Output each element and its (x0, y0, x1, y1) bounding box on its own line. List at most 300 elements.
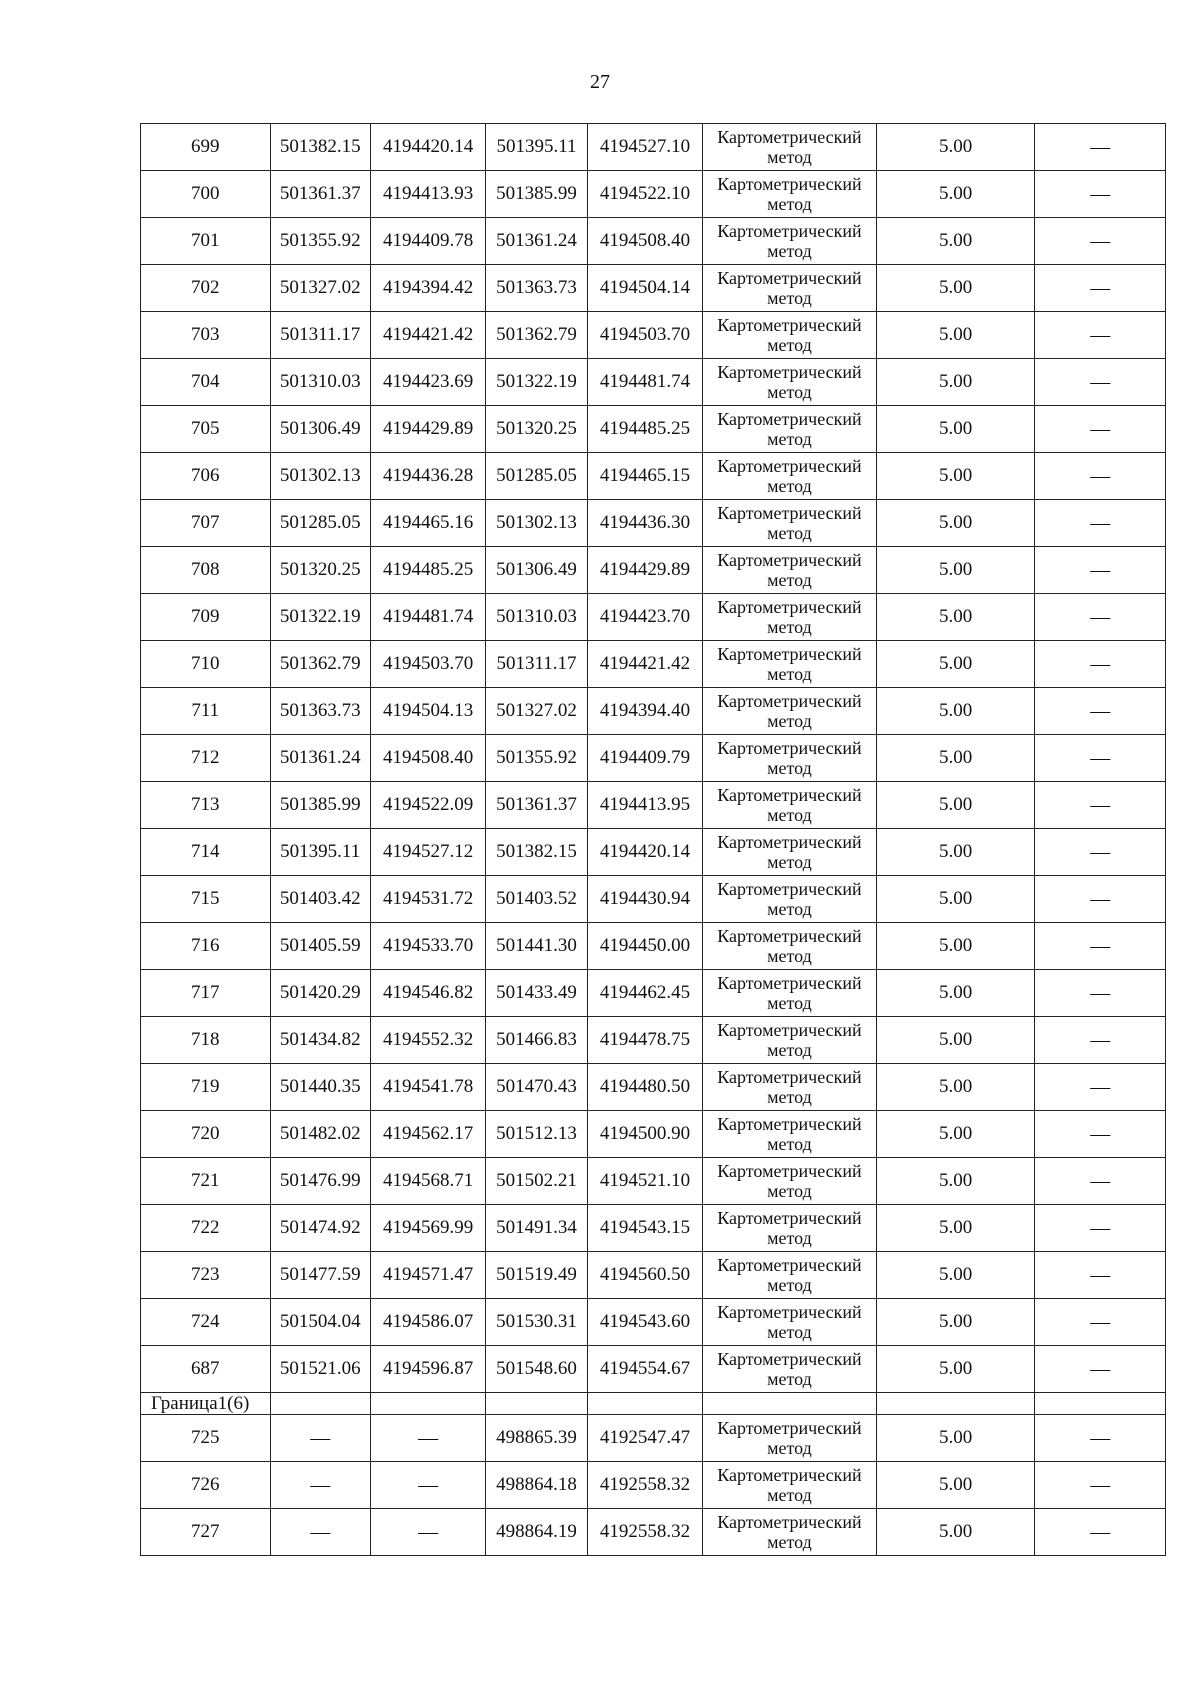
point-number-cell: 714 (141, 829, 271, 876)
x-new-cell: 501311.17 (486, 641, 587, 688)
y-new-cell: 4192558.32 (587, 1462, 702, 1509)
point-number-cell: 727 (141, 1509, 271, 1556)
method-cell (703, 923, 877, 970)
method-line-1: Картометрический (717, 1465, 862, 1485)
method-line-2: метод (767, 1532, 812, 1552)
y-new-cell: 4194508.40 (587, 218, 702, 265)
point-number-cell: 725 (141, 1415, 271, 1462)
method-line-1: Картометрический (717, 550, 862, 570)
method-line-1: Картометрический (717, 1255, 862, 1275)
note-cell: — (1035, 500, 1166, 547)
method-cell (703, 171, 877, 218)
x-new-cell: 498864.18 (486, 1462, 587, 1509)
note-cell: — (1035, 970, 1166, 1017)
y-new-cell: 4194436.30 (587, 500, 702, 547)
note-cell: — (1035, 1462, 1166, 1509)
method-line-1: Картометрический (717, 1302, 862, 1322)
y-old-cell: 4194552.32 (370, 1017, 485, 1064)
method-cell (703, 500, 877, 547)
method-cell (703, 1509, 877, 1556)
method-line-1: Картометрический (717, 1161, 862, 1181)
x-new-cell: 501502.21 (486, 1158, 587, 1205)
method-cell (703, 1064, 877, 1111)
note-cell: — (1035, 359, 1166, 406)
table-row (141, 218, 1166, 265)
method-line-2: метод (767, 1438, 812, 1458)
x-new-cell: 501361.37 (486, 782, 587, 829)
note-cell: — (1035, 406, 1166, 453)
y-new-cell: 4194543.15 (587, 1205, 702, 1252)
note-cell: — (1035, 688, 1166, 735)
table-row (141, 1509, 1166, 1556)
y-new-cell: 4194421.42 (587, 641, 702, 688)
x-new-cell: 501322.19 (486, 359, 587, 406)
x-old-cell: 501420.29 (270, 970, 370, 1017)
point-number-cell: 722 (141, 1205, 271, 1252)
point-number-cell: 699 (141, 124, 271, 171)
accuracy-cell: 5.00 (876, 124, 1035, 171)
y-old-cell: 4194481.74 (370, 594, 485, 641)
method-line-2: метод (767, 1134, 812, 1154)
table-row (141, 829, 1166, 876)
accuracy-cell: 5.00 (876, 1252, 1035, 1299)
method-line-1: Картометрический (717, 221, 862, 241)
method-line-2: метод (767, 993, 812, 1013)
point-number-cell: 726 (141, 1462, 271, 1509)
method-line-2: метод (767, 1181, 812, 1201)
y-new-cell: 4194423.70 (587, 594, 702, 641)
method-line-2: метод (767, 1485, 812, 1505)
y-old-cell: — (370, 1462, 485, 1509)
section-label: Граница1(6) (141, 1393, 271, 1415)
x-new-cell: 501491.34 (486, 1205, 587, 1252)
table-row (141, 124, 1166, 171)
note-cell: — (1035, 876, 1166, 923)
table-row (141, 453, 1166, 500)
note-cell: — (1035, 735, 1166, 782)
accuracy-cell: 5.00 (876, 1415, 1035, 1462)
method-line-1: Картометрический (717, 174, 862, 194)
method-cell (703, 829, 877, 876)
method-line-1: Картометрический (717, 832, 862, 852)
accuracy-cell: 5.00 (876, 876, 1035, 923)
accuracy-cell: 5.00 (876, 406, 1035, 453)
note-cell: — (1035, 1346, 1166, 1393)
table-row (141, 641, 1166, 688)
note-cell: — (1035, 1205, 1166, 1252)
method-line-2: метод (767, 1369, 812, 1389)
table-row (141, 1205, 1166, 1252)
table-row (141, 312, 1166, 359)
y-new-cell: 4194462.45 (587, 970, 702, 1017)
point-number-cell: 703 (141, 312, 271, 359)
note-cell: — (1035, 1415, 1166, 1462)
point-number-cell: 709 (141, 594, 271, 641)
x-new-cell: 501403.52 (486, 876, 587, 923)
y-old-cell: 4194533.70 (370, 923, 485, 970)
table-row (141, 171, 1166, 218)
x-old-cell: 501310.03 (270, 359, 370, 406)
point-number-cell: 717 (141, 970, 271, 1017)
coordinates-table (140, 123, 1166, 1556)
accuracy-cell: 5.00 (876, 1205, 1035, 1252)
y-old-cell: — (370, 1509, 485, 1556)
method-cell (703, 1462, 877, 1509)
table-row (141, 1346, 1166, 1393)
y-new-cell: 4194450.00 (587, 923, 702, 970)
method-line-2: метод (767, 852, 812, 872)
y-new-cell: 4194420.14 (587, 829, 702, 876)
y-old-cell: 4194413.93 (370, 171, 485, 218)
x-old-cell: 501474.92 (270, 1205, 370, 1252)
note-cell: — (1035, 312, 1166, 359)
table-row (141, 265, 1166, 312)
table-row (141, 1252, 1166, 1299)
method-cell (703, 782, 877, 829)
y-new-cell: 4194554.67 (587, 1346, 702, 1393)
table-row (141, 406, 1166, 453)
method-cell (703, 359, 877, 406)
x-old-cell: 501361.37 (270, 171, 370, 218)
x-new-cell: 501470.43 (486, 1064, 587, 1111)
method-line-2: метод (767, 946, 812, 966)
x-old-cell: 501434.82 (270, 1017, 370, 1064)
table-row (141, 688, 1166, 735)
y-new-cell: 4194394.40 (587, 688, 702, 735)
x-old-cell: — (270, 1462, 370, 1509)
x-new-cell: 501382.15 (486, 829, 587, 876)
point-number-cell: 708 (141, 547, 271, 594)
method-cell (703, 547, 877, 594)
y-new-cell: 4194560.50 (587, 1252, 702, 1299)
x-new-cell: 501327.02 (486, 688, 587, 735)
accuracy-cell: 5.00 (876, 1064, 1035, 1111)
x-old-cell: 501306.49 (270, 406, 370, 453)
y-old-cell: 4194571.47 (370, 1252, 485, 1299)
method-line-1: Картометрический (717, 1067, 862, 1087)
method-cell (703, 641, 877, 688)
method-cell (703, 688, 877, 735)
method-cell (703, 970, 877, 1017)
x-new-cell: 501320.25 (486, 406, 587, 453)
x-old-cell: 501521.06 (270, 1346, 370, 1393)
y-old-cell: 4194504.13 (370, 688, 485, 735)
method-cell (703, 124, 877, 171)
y-old-cell: 4194546.82 (370, 970, 485, 1017)
method-cell (703, 453, 877, 500)
accuracy-cell: 5.00 (876, 735, 1035, 782)
method-cell (703, 1158, 877, 1205)
point-number-cell: 712 (141, 735, 271, 782)
y-new-cell: 4192558.32 (587, 1509, 702, 1556)
accuracy-cell: 5.00 (876, 500, 1035, 547)
note-cell: — (1035, 641, 1166, 688)
empty-cell (1035, 1393, 1166, 1415)
x-new-cell: 501385.99 (486, 171, 587, 218)
table-row (141, 970, 1166, 1017)
x-new-cell: 501519.49 (486, 1252, 587, 1299)
x-old-cell: 501395.11 (270, 829, 370, 876)
method-line-1: Картометрический (717, 1349, 862, 1369)
note-cell: — (1035, 218, 1166, 265)
note-cell: — (1035, 1017, 1166, 1064)
method-cell (703, 1299, 877, 1346)
method-line-2: метод (767, 1228, 812, 1248)
point-number-cell: 721 (141, 1158, 271, 1205)
table-row (141, 782, 1166, 829)
point-number-cell: 720 (141, 1111, 271, 1158)
method-cell (703, 1415, 877, 1462)
note-cell: — (1035, 453, 1166, 500)
y-new-cell: 4194521.10 (587, 1158, 702, 1205)
y-new-cell: 4194543.60 (587, 1299, 702, 1346)
y-old-cell: 4194508.40 (370, 735, 485, 782)
table-row (141, 359, 1166, 406)
x-new-cell: 501548.60 (486, 1346, 587, 1393)
y-old-cell: 4194562.17 (370, 1111, 485, 1158)
method-line-1: Картометрический (717, 973, 862, 993)
point-number-cell: 718 (141, 1017, 271, 1064)
y-old-cell: 4194569.99 (370, 1205, 485, 1252)
x-old-cell: 501477.59 (270, 1252, 370, 1299)
point-number-cell: 711 (141, 688, 271, 735)
y-old-cell: 4194568.71 (370, 1158, 485, 1205)
method-line-2: метод (767, 147, 812, 167)
method-line-1: Картометрический (717, 1208, 862, 1228)
method-cell (703, 735, 877, 782)
empty-cell (486, 1393, 587, 1415)
y-old-cell: 4194541.78 (370, 1064, 485, 1111)
accuracy-cell: 5.00 (876, 1158, 1035, 1205)
y-old-cell: 4194596.87 (370, 1346, 485, 1393)
x-old-cell: 501476.99 (270, 1158, 370, 1205)
x-new-cell: 501441.30 (486, 923, 587, 970)
y-new-cell: 4194485.25 (587, 406, 702, 453)
method-line-2: метод (767, 335, 812, 355)
table-row (141, 547, 1166, 594)
note-cell: — (1035, 923, 1166, 970)
note-cell: — (1035, 1111, 1166, 1158)
x-new-cell: 501466.83 (486, 1017, 587, 1064)
point-number-cell: 715 (141, 876, 271, 923)
y-old-cell: 4194429.89 (370, 406, 485, 453)
method-line-2: метод (767, 1040, 812, 1060)
point-number-cell: 713 (141, 782, 271, 829)
table-row (141, 1158, 1166, 1205)
method-cell (703, 312, 877, 359)
y-new-cell: 4194465.15 (587, 453, 702, 500)
y-old-cell: 4194586.07 (370, 1299, 485, 1346)
empty-cell (876, 1393, 1035, 1415)
y-old-cell: 4194465.16 (370, 500, 485, 547)
point-number-cell: 704 (141, 359, 271, 406)
y-new-cell: 4194413.95 (587, 782, 702, 829)
point-number-cell: 706 (141, 453, 271, 500)
point-number-cell: 707 (141, 500, 271, 547)
x-old-cell: 501382.15 (270, 124, 370, 171)
y-new-cell: 4194478.75 (587, 1017, 702, 1064)
accuracy-cell: 5.00 (876, 641, 1035, 688)
y-old-cell: 4194527.12 (370, 829, 485, 876)
note-cell: — (1035, 1064, 1166, 1111)
table-row (141, 876, 1166, 923)
y-new-cell: 4194522.10 (587, 171, 702, 218)
table-row (141, 594, 1166, 641)
method-line-1: Картометрический (717, 691, 862, 711)
y-old-cell: — (370, 1415, 485, 1462)
empty-cell (270, 1393, 370, 1415)
accuracy-cell: 5.00 (876, 1346, 1035, 1393)
x-old-cell: 501403.42 (270, 876, 370, 923)
method-line-2: метод (767, 523, 812, 543)
x-new-cell: 501395.11 (486, 124, 587, 171)
method-line-1: Картометрический (717, 879, 862, 899)
method-line-2: метод (767, 429, 812, 449)
method-cell (703, 876, 877, 923)
method-line-1: Картометрический (717, 315, 862, 335)
table-row (141, 923, 1166, 970)
y-new-cell: 4194500.90 (587, 1111, 702, 1158)
x-new-cell: 501361.24 (486, 218, 587, 265)
y-old-cell: 4194423.69 (370, 359, 485, 406)
x-new-cell: 501530.31 (486, 1299, 587, 1346)
y-new-cell: 4192547.47 (587, 1415, 702, 1462)
x-old-cell: 501320.25 (270, 547, 370, 594)
point-number-cell: 723 (141, 1252, 271, 1299)
empty-cell (370, 1393, 485, 1415)
x-old-cell: 501504.04 (270, 1299, 370, 1346)
y-old-cell: 4194485.25 (370, 547, 485, 594)
y-new-cell: 4194429.89 (587, 547, 702, 594)
empty-cell (703, 1393, 877, 1415)
y-old-cell: 4194409.78 (370, 218, 485, 265)
method-line-2: метод (767, 241, 812, 261)
method-line-2: метод (767, 570, 812, 590)
method-line-1: Картометрический (717, 456, 862, 476)
accuracy-cell: 5.00 (876, 1299, 1035, 1346)
x-new-cell: 501362.79 (486, 312, 587, 359)
x-new-cell: 498865.39 (486, 1415, 587, 1462)
y-old-cell: 4194503.70 (370, 641, 485, 688)
accuracy-cell: 5.00 (876, 1111, 1035, 1158)
accuracy-cell: 5.00 (876, 453, 1035, 500)
y-new-cell: 4194481.74 (587, 359, 702, 406)
method-line-1: Картометрический (717, 785, 862, 805)
method-cell (703, 594, 877, 641)
x-new-cell: 501310.03 (486, 594, 587, 641)
method-line-2: метод (767, 664, 812, 684)
note-cell: — (1035, 1158, 1166, 1205)
accuracy-cell: 5.00 (876, 312, 1035, 359)
method-cell (703, 1205, 877, 1252)
method-line-2: метод (767, 476, 812, 496)
method-line-1: Картометрический (717, 597, 862, 617)
accuracy-cell: 5.00 (876, 1509, 1035, 1556)
table-row (141, 735, 1166, 782)
x-new-cell: 501512.13 (486, 1111, 587, 1158)
accuracy-cell: 5.00 (876, 1462, 1035, 1509)
x-new-cell: 501355.92 (486, 735, 587, 782)
x-old-cell: 501385.99 (270, 782, 370, 829)
accuracy-cell: 5.00 (876, 970, 1035, 1017)
method-line-1: Картометрический (717, 503, 862, 523)
x-new-cell: 501433.49 (486, 970, 587, 1017)
method-line-1: Картометрический (717, 127, 862, 147)
accuracy-cell: 5.00 (876, 829, 1035, 876)
method-line-1: Картометрический (717, 1418, 862, 1438)
x-old-cell: 501355.92 (270, 218, 370, 265)
section-header-row (141, 1393, 1166, 1415)
x-new-cell: 498864.19 (486, 1509, 587, 1556)
accuracy-cell: 5.00 (876, 1017, 1035, 1064)
x-new-cell: 501306.49 (486, 547, 587, 594)
page-number: 27 (590, 71, 610, 93)
method-line-2: метод (767, 758, 812, 778)
method-line-2: метод (767, 899, 812, 919)
note-cell: — (1035, 265, 1166, 312)
method-line-2: метод (767, 1322, 812, 1342)
point-number-cell: 700 (141, 171, 271, 218)
table-row (141, 1415, 1166, 1462)
table-row (141, 1299, 1166, 1346)
note-cell: — (1035, 171, 1166, 218)
point-number-cell: 710 (141, 641, 271, 688)
x-new-cell: 501302.13 (486, 500, 587, 547)
method-line-2: метод (767, 617, 812, 637)
accuracy-cell: 5.00 (876, 547, 1035, 594)
x-new-cell: 501363.73 (486, 265, 587, 312)
accuracy-cell: 5.00 (876, 688, 1035, 735)
accuracy-cell: 5.00 (876, 923, 1035, 970)
accuracy-cell: 5.00 (876, 171, 1035, 218)
method-line-1: Картометрический (717, 644, 862, 664)
x-old-cell: 501362.79 (270, 641, 370, 688)
y-old-cell: 4194420.14 (370, 124, 485, 171)
y-old-cell: 4194421.42 (370, 312, 485, 359)
method-line-1: Картометрический (717, 409, 862, 429)
note-cell: — (1035, 1252, 1166, 1299)
x-old-cell: 501482.02 (270, 1111, 370, 1158)
table-row (141, 1462, 1166, 1509)
note-cell: — (1035, 124, 1166, 171)
method-cell (703, 406, 877, 453)
method-line-2: метод (767, 1087, 812, 1107)
y-new-cell: 4194503.70 (587, 312, 702, 359)
accuracy-cell: 5.00 (876, 218, 1035, 265)
note-cell: — (1035, 1509, 1166, 1556)
accuracy-cell: 5.00 (876, 265, 1035, 312)
coordinates-table-body (141, 124, 1166, 1556)
accuracy-cell: 5.00 (876, 359, 1035, 406)
method-line-1: Картометрический (717, 268, 862, 288)
accuracy-cell: 5.00 (876, 594, 1035, 641)
table-row (141, 1064, 1166, 1111)
note-cell: — (1035, 829, 1166, 876)
note-cell: — (1035, 594, 1166, 641)
method-cell (703, 1346, 877, 1393)
point-number-cell: 705 (141, 406, 271, 453)
accuracy-cell: 5.00 (876, 782, 1035, 829)
method-line-2: метод (767, 711, 812, 731)
method-line-2: метод (767, 382, 812, 402)
method-line-1: Картометрический (717, 362, 862, 382)
y-old-cell: 4194531.72 (370, 876, 485, 923)
x-old-cell: 501311.17 (270, 312, 370, 359)
y-new-cell: 4194409.79 (587, 735, 702, 782)
method-cell (703, 218, 877, 265)
y-new-cell: 4194527.10 (587, 124, 702, 171)
empty-cell (587, 1393, 702, 1415)
